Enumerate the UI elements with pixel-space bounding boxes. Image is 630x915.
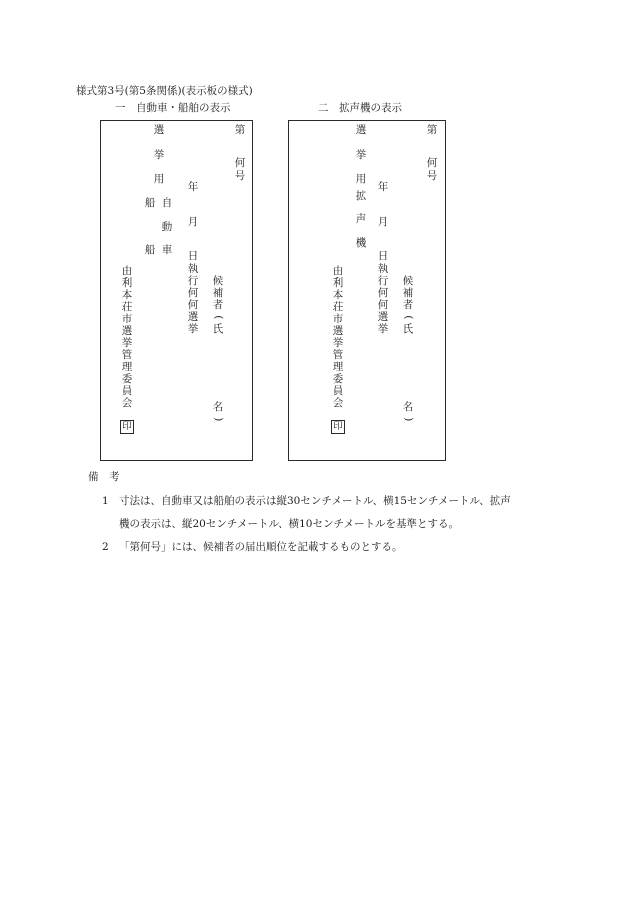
vehicle-column: 自 動 車 (161, 197, 173, 256)
commission-column: 由 利 本 荘 市 選 挙 管 理 委 員 会 (332, 265, 344, 409)
name-end-column: 名 ) (212, 401, 225, 422)
section-heading-vehicle: 一 自動車・船舶の表示 (115, 102, 231, 114)
candidate-column: 候 補 者 ( 氏 (212, 275, 225, 335)
remark-2-line1: 「第何号」には、候補者の届出順位を記載するものとする。 (119, 541, 403, 553)
election-column: 執 行 何 何 選 挙 (377, 263, 389, 335)
remark-1-line2: 機の表示は、縦20センチメートル、横10センチメートルを基準とする。 (119, 518, 460, 530)
ship-column: 船 船 (144, 197, 156, 256)
senkyo-kakuseiki-column: 選 挙 用 拡 声 機 (355, 124, 367, 249)
name-end-column: 名 ) (402, 401, 415, 422)
remark-2-number: 2 (102, 541, 109, 553)
election-column: 執 行 何 何 選 挙 (187, 263, 199, 335)
seal-stamp: 印 (331, 420, 345, 434)
commission-column: 由 利 本 荘 市 選 挙 管 理 委 員 会 (121, 265, 133, 409)
seal-stamp: 印 (120, 420, 134, 434)
dai-column: 第 (426, 124, 438, 136)
form-title: 様式第3号(第5条関係)(表示板の様式) (76, 85, 253, 97)
vehicle-sign-panel (100, 120, 253, 461)
candidate-column: 候 補 者 ( 氏 (402, 275, 415, 335)
nangou-column: 何 号 (234, 157, 246, 182)
date-column: 年 月 日 (377, 181, 389, 262)
date-column: 年 月 日 (187, 181, 199, 262)
senkyo-column: 選 挙 用 (153, 124, 165, 185)
dai-column: 第 (234, 124, 246, 136)
remark-1-number: 1 (102, 495, 109, 507)
loudspeaker-sign-panel (288, 120, 446, 461)
remarks-heading: 備 考 (88, 471, 120, 483)
remark-1-line1: 寸法は、自動車又は船舶の表示は縦30センチメートル、横15センチメートル、拡声 (119, 495, 511, 507)
section-heading-loudspeaker: 二 拡声機の表示 (318, 102, 402, 114)
nangou-column: 何 号 (426, 157, 438, 182)
